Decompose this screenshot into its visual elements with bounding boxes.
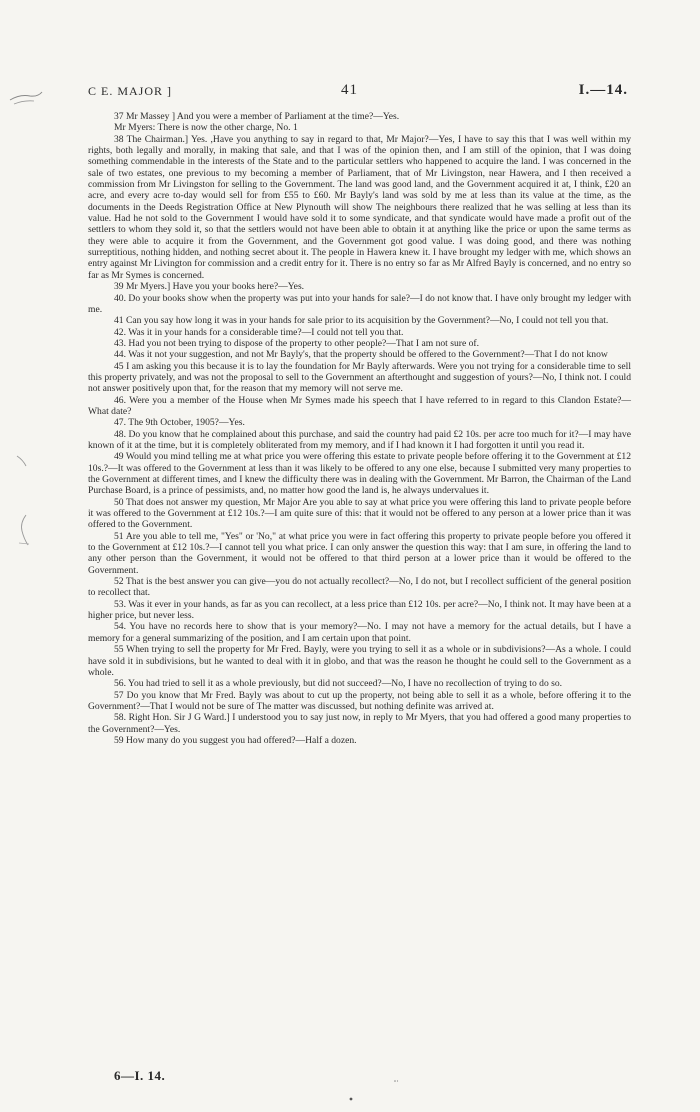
paragraph: 59 How many do you suggest you had offered?—Half a dozen. (114, 734, 357, 746)
paragraph: 37 Mr Massey ] And you were a member of Parliament at the time?—Yes. (114, 111, 400, 122)
pencil-margin-mark (16, 513, 32, 547)
ink-speck (393, 1079, 399, 1083)
paragraph: 46. Were you a member of the House when Mr Symes made his speech that I have referred to in regard to this Clandon Estate?—What date? (88, 394, 631, 417)
header-page-number: 41 (341, 82, 358, 98)
paragraph: 58. Right Hon. Sir J G Ward.] I understood you to say just now, in reply to Mr Myers, that you had offered a good many properties to the Government?—Yes. (88, 712, 631, 735)
paragraph: 42. Was it in your hands for a considerable time?—I could not tell you that. (114, 326, 404, 338)
page-header (88, 82, 628, 102)
paragraph: 57 Do you know that Mr Fred. Bayly was about to cut up the property, not being able to sell it as a whole, before offering it to the Government?—That I would not be sure of The matter was discussed, but nothing definite was arrived at. (88, 689, 631, 712)
header-paper-code: I.—14. (578, 82, 628, 98)
header-witness: C E. MAJOR ] (88, 84, 173, 98)
paragraph: 51 Are you able to tell me, "Yes" or 'No," at what price you were in fact offering this property to private people before you offered it to the Government at £12 10s.?—I cannot tell you what price. I can only answer the question this way: that I am sure, in offering the land to any other person than the Government, it would not be offered to that third person at a lower price than it would be offered to the Government. (88, 530, 631, 576)
paragraph: 54. You have no records here to show that is your memory?—No. I may not have a memory for the actual details, but I have a memory for a general summarizing of the position, and I am certain upon that point. (88, 621, 631, 644)
paragraph: 52 That is the best answer you can give—you do not actually recollect?—No, I do not, but I recollect sufficient of the general position to recollect that. (88, 576, 631, 599)
paragraph: 56. You had tried to sell it as a whole previously, but did not succeed?—No, I have no recollection of trying to do so. (114, 678, 563, 690)
paragraph: 53. Was it ever in your hands, as far as you can recollect, at a less price than £12 10s. per acre?—No, I think not. It may have been at a higher price, but never less. (88, 598, 631, 622)
paragraph: 47. The 9th October, 1905?—Yes. (114, 417, 245, 429)
ink-speck (349, 1097, 353, 1101)
paragraph: 44. Was it not your suggestion, and not Mr Bayly's, that the property should be offered to the Government?—That I do not know (114, 349, 608, 361)
paragraph: 48. Do you know that he complained about this purchase, and said the country had paid £2 10s. per acre too much for it?—I may have known of it at the time, but it is completely obliterated from my memory, and if I had known it I had forgotten it until you read it. (88, 428, 631, 451)
paragraph: 49 Would you mind telling me at what price you were offering this estate to private people before offering it to the Government at £12 10s.?—It was offered to the Government at less than it was likely to be offered to any one else, because I submitted very many properties to the Government at different times, and I knew the difficulty there was in dealing with the Government. Mr Barron, the Chairman of the Land Purchase Board, is a prince of pessimists, and, no matter how good the land is, he always undervalues it. (88, 451, 631, 497)
paragraph: Mr Myers: There is now the other charge, No. 1 (114, 122, 298, 134)
paragraph: 38 The Chairman.] Yes. ,Have you anything to say in regard to that, Mr Major?—Yes, I have to say this that I was well within my rights, both legally and morally, in making that sale, and that I was of the opinion then, and I am still of the opinion, that I was doing something commendable in the interests of the State and to the particular settlers who happened to acquire the land. I was concerned in the sale of two estates, one previous to my becoming a member of Parliament, that of Mr Livingston, near Hawera, and I then received a commission from Mr Livingston for selling to the Government. The land was good land, and the Government acquired it at, I think, £20 an acre, and every acre to-day would sell for from £55 to £60. Mr Bayly's land was sold by me at less than its value at the time, as the documents in the Deeds Registration Office at New Plynouth will show The neighbours there realized that he was selling at less than its value. Had he not sold to the Government I would have sold it to some syndicate, and that syndicate would have made a profit out of the settlers to whom they sold it, so that the settlers would not have been able to obtain it at anything like the price or upon the same terms as they were able to acquire it from the Government, and the Government got good value. I was doing good, and there was nothing surreptitious, nothing hidden, and nothing secret about it. The people in Hawera knew it. I have brought my ledger with me, which shows an entry against Mr Livington for commission and a credit entry for it. There is no entry so far as Mr Alfred Bayly is concerned, and no entry so far as Mr Symes is concerned. (88, 133, 631, 281)
paragraph: 55 When trying to sell the property for Mr Fred. Bayly, were you trying to sell it as a whole or in subdivisions?—As a whole. I could have sold it in subdivisions, but he wanted to deal with it in globo, and that was the reason he thought he could sell to the Government as a whole. (88, 644, 631, 678)
paragraph: 41 Can you say how long it was in your hands for sale prior to its acquisition by the Government?—No, I could not tell you that. (114, 315, 609, 327)
paragraph: 43. Had you not been trying to dispose of the property to other people?—That I am not sure of. (114, 337, 480, 349)
paragraph: 40. Do your books show when the property was put into your hands for sale?—I do not know that. I have only brought my ledger with me. (88, 292, 631, 315)
paragraph: 39 Mr Myers.] Have you your books here?—Yes. (114, 281, 305, 293)
signature-mark: 6—I. 14. (114, 1068, 166, 1083)
pencil-margin-mark (15, 454, 29, 468)
transcript-body (88, 111, 631, 746)
pencil-margin-mark (8, 86, 44, 108)
paragraph: 50 That does not answer my question, Mr Major Are you able to say at what price you were offering this land to private people before it was offered to the Government at £12 10s.?—I am quite sure of this: that it would not be offered to any person at a lower price than it was offered to the Government. (88, 496, 631, 531)
paragraph: 45 I am asking you this because it is to lay the foundation for Mr Bayly afterwards. Were you not trying for a considerable time to sell this property privately, and was not the proposal to sell to the Government an afterthought and suggestion of yours?—No, I think not. I could not answer positively upon that, for the reason that my memory will not serve me. (88, 360, 631, 395)
